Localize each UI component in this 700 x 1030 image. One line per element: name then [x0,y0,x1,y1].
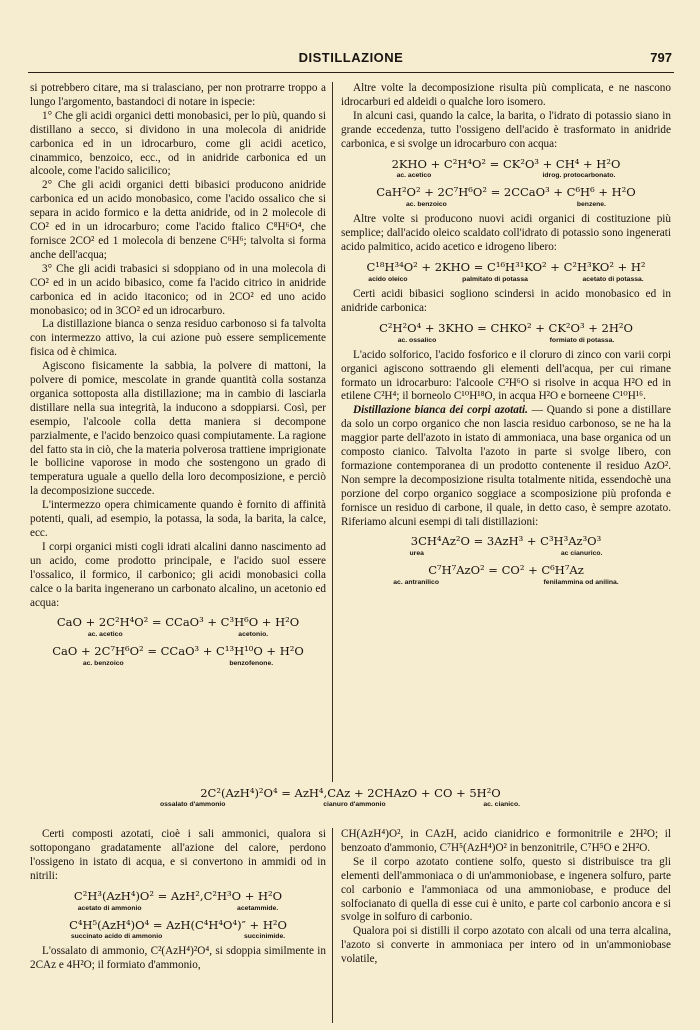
equation-label: benzene. [576,201,606,209]
chemical-equation: C²H²O⁴ + 3KHO = CHKO² + CK²O³ + 2H²O [379,320,633,335]
equation-labels [341,579,671,587]
chemical-equation: C²H³(AzH⁴)O² = AzH²,C²H³O + H²O [73,888,283,903]
paragraph: 1° Che gli acidi organici detti monobasici, per lo più, quando si distillano a secco, si dividono in una molecola di anidride carbonica ed in un idrocarburo, come gli acidi acetico, cinammico, benzoico, ecc., od in anidride carbonica ed un alcoole, come l'acido salicilico; [30,109,326,178]
equation-label: fenilammina od anilina. [543,579,619,587]
equation-label: formiato di potassa. [549,336,615,344]
equation-labels [341,201,671,209]
paragraph: In alcuni casi, quando la calce, la barita, o l'idrato di potassio siano in grande eccedenza, tutto l'ossigeno dell'acido è trasformato in anidride carbonica, e si svolge un idrocarburo con acqua: [341,109,671,150]
paragraph: 2° Che gli acidi organici detti bibasici producono anidride carbonica ed un acido monobasico, come l'acido ossalico che si separa in acido formico e la detta anidride, od in 2 molecole di CO² ed in un idrocarburo; come l'acido ftalico C⁸H⁶O⁴, che fornisce 2CO² ed 1 molecola di benzene C⁶H⁶; talvolta si forma anche dell'acqua; [30,179,326,261]
section-heading: Distillazione bianca dei corpi azotati. [353,404,528,417]
paragraph: 3° Che gli acidi trabasici si sdoppiano od in una molecola di CO² ed in un acido bibasico, come fa l'acido citrico in anidride carbonica ed in acido itaconico; od in 2CO² ed uno acido monobasico; od in 3CO² ed un idrocarburo. [30,262,326,317]
chemical-equation: C⁷H⁷AzO² = CO² + C⁶H⁷Az [428,563,584,578]
equation-label: ac cianurico. [560,550,603,558]
equation-label: ac. acetico [87,631,123,639]
page-number: 797 [650,50,672,65]
right-column-bottom [341,828,671,967]
equation-label: ac. antranilico [393,579,439,587]
paragraph: L'ossalato di ammonio, C²(AzH⁴)²O⁴, si sdoppia similmente in 2CAz e 4H²O; il formiato d'ammonio, [30,945,326,972]
equation-labels [341,337,671,345]
equation-label: palmitato di potassa [462,275,528,283]
equation-label: cianuro d'ammonio [323,801,386,808]
equation-label: ac. benzoico [406,201,447,209]
equation-label: acetonio. [238,631,269,639]
equation-labels [30,660,326,668]
equation-label: ac. ossalico [397,336,437,344]
paragraph: CH(AzH⁴)O², in CAzH, acido cianidrico e formonitrile e 2H²O; il benzoato d'ammonio, C⁷H⁵(AzH⁴)O² in benzonitrile, C⁷H⁵O e 2H²O. [341,828,671,854]
equation-label: ac. benzoico [82,660,124,668]
paragraph-text: — Quando si pone a distillare da solo un corpo organico che non lascia residuo carbonoso, se ne ha la maggior parte dell'azoto in istato di ammoniaca, una base organica od un composto cianico. Talvolta l'azoto in parte si svolge libero, con formazione contemporanea di un prodotto contenente il residuo AzO². Non sempre la decomposizione risulta totalmente nitida, essendochè una porzione del corpo organico soggiace a scomposizione più profonda e fornisce un residuo di carbone, il quale, in detto caso, è sempre azotato. Riferiamo alcuni esempi di tali distillazioni: [341,404,671,528]
paragraph: Certi composti azotati, cioè i sali ammonici, qualora si sottopongano gradatamente all'azione del calore, perdono l'ossigeno in istato di acqua, e si convertono in ammidi od in nitrili: [30,828,326,882]
equation-label: ossalato d'ammonio [160,801,226,808]
chemical-equation: C¹⁸H³⁴O² + 2KHO = C¹⁶H³¹KO² + C²H³KO² + H² [366,260,646,275]
left-column-top [30,82,326,672]
paragraph: si potrebbero citare, ma si tralasciano, per non protrarre troppo a lungo l'argomento, bastandoci di notare in ispecie: [30,82,326,108]
chemical-equation: CaH²O² + 2C⁷H⁶O² = 2CCaO³ + C⁶H⁶ + H²O [376,185,636,200]
equation-label: acetato di potassa. [582,275,644,283]
equation-labels [30,933,326,941]
left-column-bottom [30,828,326,973]
equation-label: acetato di ammonio [77,904,142,912]
paragraph: Altre volte la decomposizione risulta più complicata, e ne nascono idrocarburi ed aldeidi o qualche loro isomero. [341,82,671,108]
equation-label: succinimide. [243,933,286,941]
running-title: DISTILLAZIONE [298,50,404,65]
column-divider [332,82,333,782]
equation-label: idrog. protocarbonato. [542,172,616,180]
paragraph: Altre volte si producono nuovi acidi organici di costituzione più semplice; dall'acido oleico scaldato coll'idrato di potassio sono ingenerati acido palmitico, acido acetico e idrogeno libero: [341,213,671,254]
paragraph: L'intermezzo opera chimicamente quando è fornito di affinità potenti, quali, ad esempio, la potassa, la soda, la barita, la calce, ecc. [30,499,326,539]
equation-label: acido oleico [368,275,408,283]
equation-labels [341,550,671,558]
equation-labels [160,801,520,808]
equation-label: ac. acetico [396,172,432,180]
chemical-equation: C⁴H⁵(AzH⁴)O⁴ = AzH(C⁴H⁴O⁴)″ + H²O [69,917,287,932]
full-width-equation: 2C²(AzH⁴)²O⁴ = AzH⁴,CAz + 2CHAzO + CO + 5H²O [200,786,501,800]
equation-label: urea [409,550,424,558]
paragraph: Se il corpo azotato contiene solfo, questo si distribuisce tra gli elementi dell'ammoniaca o di un'ammoniobase, e ingenera solfuro, parte col carbonio e l'ammoniaca od una ammoniobase, e produce del solfocianato di quella di esse cui è unito, e parte col carbonio ancora e si svolge in solfuro di carbonio. [341,855,671,924]
page-header [28,50,674,73]
column-divider [332,828,333,1023]
paragraph: La distillazione bianca o senza residuo carbonoso si fa talvolta con intermezzo attivo, la cui azione può essere semplicemente fisica od è chimica. [30,318,326,359]
equation-labels [30,631,326,639]
paragraph: I corpi organici misti cogli idrati alcalini danno nascimento ad un acido, come prodotto principale, e l'acido suol essere l'ossalico, il formico, il carbonico; gli acidi monobasici colla calce o la barita ingenerano un carbonato alcalino, un acetonio ed acqua: [30,540,326,609]
equation-labels [341,172,671,180]
equation-label: ac. cianico. [483,801,520,808]
equation-labels [341,276,671,284]
equation-label: succinato acido di ammonio [70,933,163,941]
right-column-top [341,82,671,591]
chemical-equation: 2KHO + C²H⁴O² = CK²O³ + CH⁴ + H²O [391,156,621,171]
chemical-equation: CaO + 2C⁷H⁶O² = CCaO³ + C¹³H¹⁰O + H²O [52,644,304,659]
chemical-equation: 3CH⁴Az²O = 3AzH³ + C³H³Az³O³ [410,534,602,549]
equation-label: benzofenone. [229,660,274,668]
paragraph: Agiscono fisicamente la sabbia, la polvere di mattoni, la polvere di pomice, mescolate in grande quantità colla sostanza organica sottoposta alla distillazione; ma in cambio di lasciarla distillare nella sua integrità, la inducono a sdoppiarsi. Così, per esempio, l'alcoole colla detta maniera si decompone parzialmente, e l'acido benzoico quasi compiutamente. La ragione del fatto sta in ciò, che la materia polverosa trattiene imprigionate le bollicine vaporose in modo che sostengono un grado di temperatura uguale a quello della loro decomposizione, e perciò la decomposizione succede. [30,360,326,498]
paragraph: Qualora poi si distilli il corpo azotato con alcali od una terra alcalina, l'azoto si converte in ammoniaca per intero od in un'ammoniobase volatile, [341,925,671,966]
equation-label: acetammide. [237,904,279,912]
equation-labels [30,905,326,913]
chemical-equation: CaO + 2C²H⁴O² = CCaO³ + C³H⁶O + H²O [56,615,300,630]
paragraph: Certi acidi bibasici sogliono scindersi in acido monobasico ed in anidride carbonica: [341,287,671,314]
paragraph: L'acido solforico, l'acido fosforico e il cloruro di zinco con varii corpi organici agiscono sottraendo gli elementi dell'acqua, per cui rimane formato un idrocarburo: l'alcoole C²H⁶O si risolve in acqua H²O ed in etilene C²H⁴; il borneolo C¹⁰H¹⁸O, in acqua H²O e borneene C¹⁰H¹⁶. [341,348,671,403]
paragraph [341,404,671,529]
